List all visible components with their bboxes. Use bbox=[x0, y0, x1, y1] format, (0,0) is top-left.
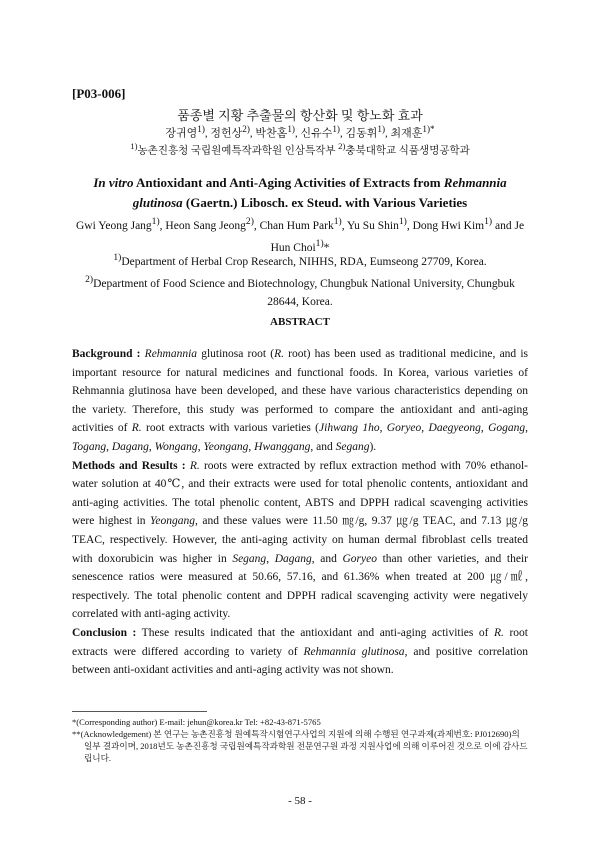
english-title: In vitro Antioxidant and Anti-Aging Activities of Extracts from Rehmannia glutinosa (Gaertn.) Libosch. ex Steud. with Various Varieties bbox=[93, 175, 507, 210]
abstract-methods: Methods and Results : R. roots were extracted by reflux extraction method with 70% ethanol-water solution at 40℃, and their extracts were used for total phenolic contents, antioxidant and anti-aging activities. The total phenolic content, ABTS and DPPH radical scavenging activities were highest in Yeongang, and these values were 11.50 ㎎/g, 9.37 ㎍/g TEAC, and 7.13 ㎍/g TEAC, respectively. However, the anti-aging activity on human dermal fibroblast cells treated with doxorubicin was higher in Segang, Dagang, and Goryeo than other varieties, and their senescence ratios were measured at 50.66, 57.16, and 61.36% when treated at 200 ㎍/㎖, respectively. The total phenolic content and DPPH radical scavenging activity were negatively correlated with anti-aging activity. bbox=[72, 459, 528, 621]
footnote-divider bbox=[72, 711, 207, 712]
abstract-heading: ABSTRACT bbox=[270, 316, 330, 328]
footnotes bbox=[72, 716, 528, 764]
footnote-corresponding: *(Corresponding author) E-mail: jehun@korea.kr Tel: +82-43-871-5765 bbox=[72, 717, 321, 727]
footnote-acknowledgement: **(Acknowledgement) 본 연구는 농촌진흥청 원예특작시험연구사업의 지원에 의해 수행된 연구과제(과제번호: PJ012690)의 일부 결과이며, 2018년도 농촌진흥청 국립원예특작과학원 전문연구원 과정 지원사업에 의해 이루어진 것으로 이에 감사드립니다. bbox=[72, 729, 528, 763]
english-authors: Gwi Yeong Jang$^{1)}$, Heon Sang Jeong$^{2)}$, Chan Hum Park$^{1)}$, Yu Su Shin$^{1)}$, Dong Hwi Kim$^{1)}$ and Je Hun Choi$^{1)}$* bbox=[75, 216, 525, 254]
korean-affiliation: $^{1)}$농촌진흥청 국립원예특작과학원 인삼특작부 $^{2)}$충북대학교 식품생명공학과 bbox=[130, 141, 470, 157]
poster-code: [P03-006] bbox=[72, 86, 126, 101]
abstract-body bbox=[72, 345, 528, 680]
english-affiliations bbox=[72, 249, 528, 311]
korean-authors: 장귀영$^{1)}$, 정헌상$^{2)}$, 박찬홈$^{1)}$, 신유수$^{1)}$, 김동휘$^{1)}$, 최재훈$^{1)*}$ bbox=[165, 124, 435, 140]
abstract-conclusion: Conclusion : These results indicated that the antioxidant and anti-aging activities of R. root extracts were differed according to variety of Rehmannia glutinosa, and positive correlation between anti-oxidant activities and anti-aging activity was not shown. bbox=[72, 626, 528, 677]
abstract-background: Background : Rehmannia glutinosa root (R. root) has been used as traditional medicine, and is important resource for natural medicines and functional foods. In Korea, various varieties of Rehmannia glutinosa have been developed, and these have various characteristics depending on the variety. Therefore, this study was performed to compare the antioxidant and anti-aging activities of R. root extracts with various varieties (Jihwang 1ho, Goryeo, Daegyeong, Gogang, Togang, Dagang, Wongang, Yeongang, Hwanggang, and Segang). bbox=[72, 348, 529, 453]
page-number: - 58 - bbox=[288, 795, 312, 807]
korean-title: 품종별 지황 추출물의 항산화 및 항노화 효과 bbox=[177, 108, 423, 123]
affiliation-2: $^{2)}$Department of Food Science and Biotechnology, Chungbuk National University, Chungbuk 28644, Korea. bbox=[85, 273, 515, 308]
affiliation-1: $^{1)}$Department of Herbal Crop Research, NIHHS, RDA, Eumseong 27709, Korea. bbox=[113, 252, 487, 268]
